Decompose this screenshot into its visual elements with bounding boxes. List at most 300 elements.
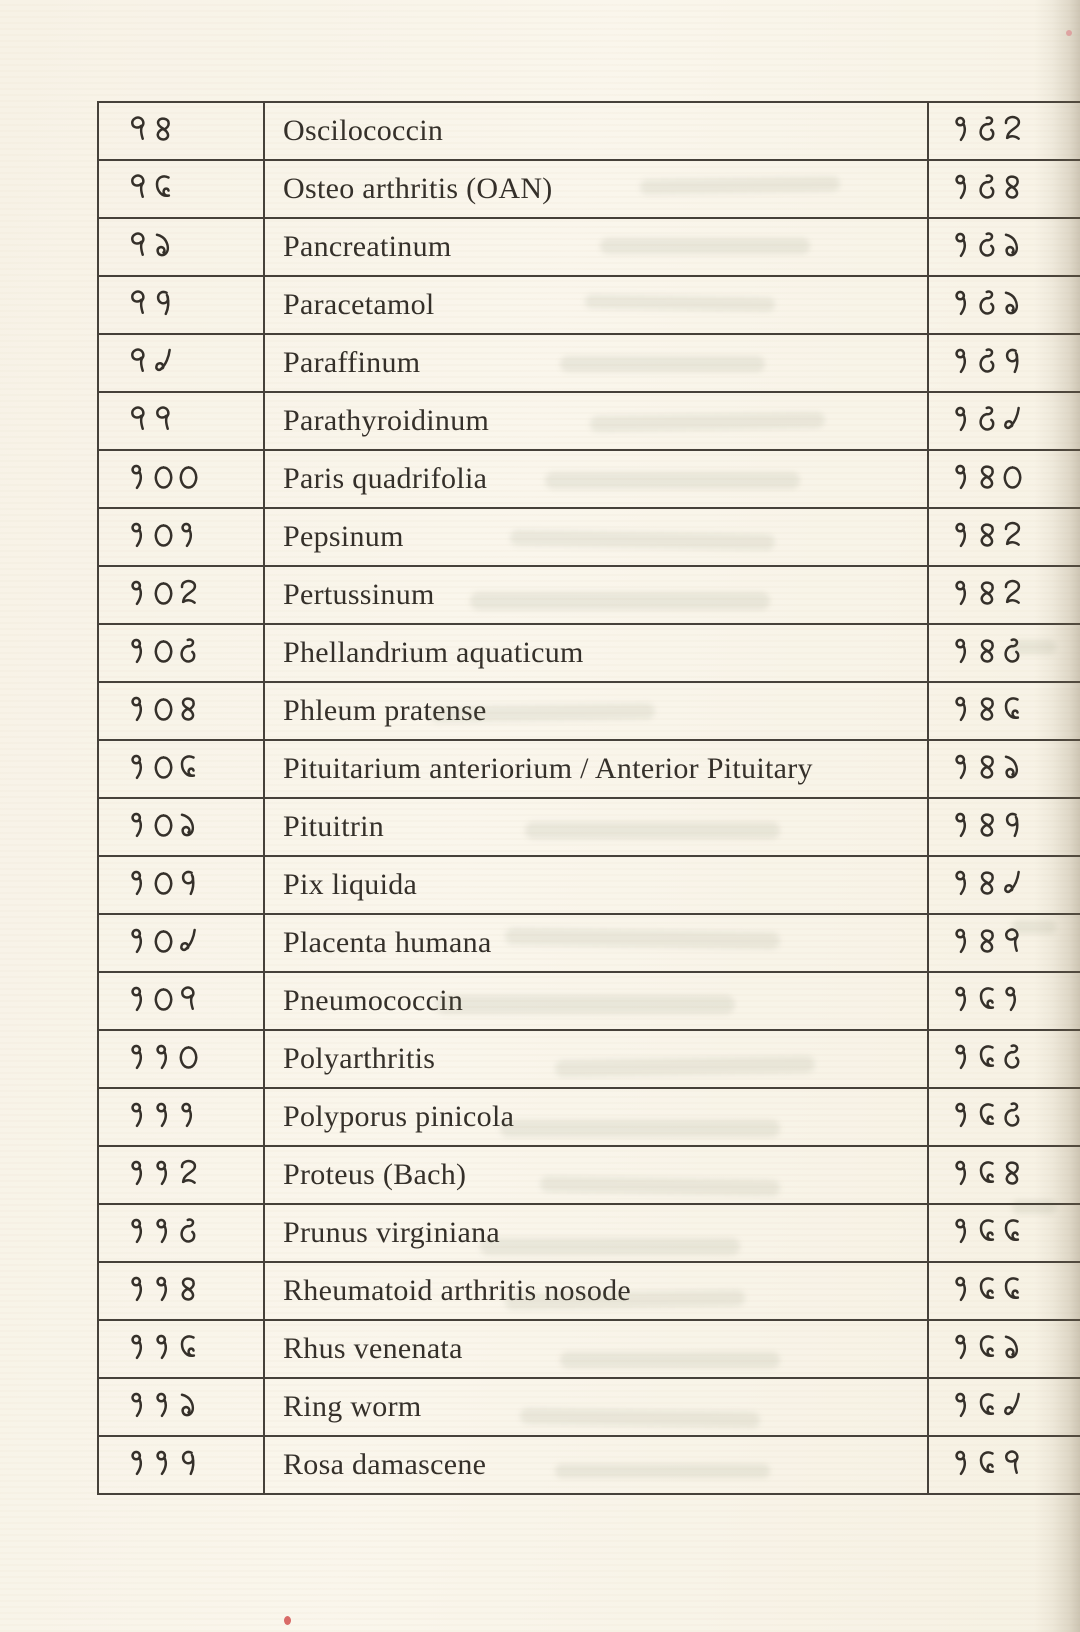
table-row [98,740,1080,798]
bengali-digit [1001,172,1024,203]
page-number-cell [928,566,1080,624]
serial-cell [98,450,264,508]
bengali-digit [976,172,999,203]
bengali-digit [152,1274,175,1305]
bengali-digit [976,694,999,725]
remedy-name: Pneumococcin [283,984,464,1017]
remedy-name: Pituitarium anteriorium / Anterior Pituitary [283,752,813,785]
remedy-name: Ring worm [283,1390,422,1423]
page-number-bn [951,857,1026,913]
bengali-digit [976,752,999,783]
remedy-name: Phellandrium aquaticum [283,636,584,669]
bengali-digit [177,694,200,725]
page-number-cell [928,218,1080,276]
serial-cell [98,1088,264,1146]
remedy-name: Pepsinum [283,520,404,553]
serial-number-bn [127,915,202,971]
bengali-digit [1001,1332,1024,1363]
ink-speck [284,1616,291,1625]
page-number-cell [928,798,1080,856]
serial-cell [98,276,264,334]
bengali-digit [951,1100,974,1131]
table-row [98,624,1080,682]
serial-cell [98,1378,264,1436]
page-number-bn [951,683,1026,739]
bengali-digit [1001,230,1024,261]
serial-cell [98,856,264,914]
bengali-digit [976,1216,999,1247]
serial-cell [98,334,264,392]
bengali-digit [951,926,974,957]
remedy-name: Polyporus pinicola [283,1100,515,1133]
table-row [98,682,1080,740]
page-number-cell [928,1320,1080,1378]
bengali-digit [976,230,999,261]
bengali-digit [1001,114,1024,145]
serial-number-bn [127,1263,202,1319]
serial-number-bn [127,219,177,275]
page-number-bn [951,1147,1026,1203]
remedy-name: Paris quadrifolia [283,462,488,495]
page-number-bn [951,567,1026,623]
bengali-digit [152,1390,175,1421]
page-number-bn [951,161,1026,217]
page-number-cell [928,160,1080,218]
remedy-name: Oscilococcin [283,114,444,147]
table-row [98,508,1080,566]
bengali-digit [1001,694,1024,725]
remedy-name-cell [264,972,928,1030]
page-number-cell [928,682,1080,740]
bengali-digit [951,172,974,203]
remedy-name: Pertussinum [283,578,435,611]
bengali-digit [127,462,150,493]
bengali-digit [177,1332,200,1363]
bengali-digit [177,578,200,609]
bengali-digit [976,288,999,319]
bengali-digit [127,172,150,203]
bengali-digit [177,984,200,1015]
bengali-digit [1001,1100,1024,1131]
page-number-bn [951,335,1026,391]
bengali-digit [152,172,175,203]
bengali-digit [152,1158,175,1189]
table-row [98,1088,1080,1146]
bengali-digit [127,926,150,957]
page-number-bn [951,219,1026,275]
bengali-digit [127,404,150,435]
bengali-digit [976,520,999,551]
remedy-name-cell [264,1146,928,1204]
remedy-name-cell [264,1030,928,1088]
remedy-name-cell [264,1262,928,1320]
index-table [97,101,1080,1495]
remedy-name: Rhus venenata [283,1332,463,1365]
page-number-cell [928,972,1080,1030]
remedy-name: Rosa damascene [283,1448,487,1481]
serial-number-bn [127,1437,202,1493]
bengali-digit [127,1042,150,1073]
page-number-cell [928,1030,1080,1088]
serial-cell [98,1262,264,1320]
bengali-digit [976,636,999,667]
serial-number-bn [127,1089,202,1145]
bengali-digit [152,926,175,957]
bengali-digit [127,1100,150,1131]
remedy-name-cell [264,624,928,682]
bengali-digit [127,114,150,145]
table-row [98,160,1080,218]
remedy-name-cell [264,798,928,856]
table-row [98,276,1080,334]
bengali-digit [177,462,200,493]
page-number-cell [928,914,1080,972]
bengali-digit [177,1158,200,1189]
remedy-name-cell [264,276,928,334]
page-number-cell [928,508,1080,566]
bengali-digit [127,1448,150,1479]
remedy-name-cell [264,450,928,508]
bengali-digit [1001,346,1024,377]
bengali-digit [951,1158,974,1189]
remedy-name: Paraffinum [283,346,421,379]
bengali-digit [951,694,974,725]
serial-cell [98,218,264,276]
bengali-digit [152,1448,175,1479]
bengali-digit [177,1042,200,1073]
bengali-digit [1001,1216,1024,1247]
serial-cell [98,1436,264,1494]
page-number-bn [951,277,1026,333]
bengali-digit [951,578,974,609]
remedy-name-cell [264,1320,928,1378]
bengali-digit [976,462,999,493]
bengali-digit [976,926,999,957]
page-number-bn [951,1031,1026,1087]
bengali-digit [152,462,175,493]
remedy-name: Pituitrin [283,810,385,843]
bengali-digit [152,1332,175,1363]
bengali-digit [152,1042,175,1073]
bengali-digit [152,1100,175,1131]
bengali-digit [152,230,175,261]
serial-number-bn [127,103,177,159]
bengali-digit [127,1158,150,1189]
bengali-digit [127,752,150,783]
page-number-bn [951,1437,1026,1493]
bengali-digit [976,1332,999,1363]
bengali-digit [1001,1448,1024,1479]
table-row [98,334,1080,392]
bengali-digit [976,114,999,145]
bengali-digit [976,810,999,841]
bengali-digit [951,346,974,377]
bengali-digit [127,1274,150,1305]
bengali-digit [152,520,175,551]
remedy-name: Polyarthritis [283,1042,436,1075]
serial-cell [98,740,264,798]
bengali-digit [951,1216,974,1247]
bengali-digit [152,288,175,319]
remedy-name: Parathyroidinum [283,404,490,437]
remedy-name: Rheumatoid arthritis nosode [283,1274,632,1307]
serial-number-bn [127,973,202,1029]
bengali-digit [152,752,175,783]
bengali-digit [976,1100,999,1131]
page-number-cell [928,450,1080,508]
page-number-cell [928,856,1080,914]
table-row [98,218,1080,276]
page-number-bn [951,1205,1026,1261]
table-row [98,914,1080,972]
serial-cell [98,508,264,566]
bengali-digit [951,752,974,783]
bengali-digit [1001,578,1024,609]
table-row [98,102,1080,160]
bengali-digit [1001,636,1024,667]
page-number-bn [951,915,1026,971]
serial-cell [98,566,264,624]
remedy-name: Placenta humana [283,926,492,959]
bengali-digit [127,636,150,667]
bengali-digit [177,1448,200,1479]
serial-number-bn [127,335,177,391]
page-number-bn [951,103,1026,159]
bengali-digit [127,810,150,841]
bengali-digit [152,404,175,435]
bengali-digit [127,1390,150,1421]
bengali-digit [177,1100,200,1131]
remedy-name-cell [264,682,928,740]
bengali-digit [951,1390,974,1421]
bengali-digit [127,1216,150,1247]
page-number-cell [928,276,1080,334]
remedy-name-cell [264,740,928,798]
page-number-bn [951,1379,1026,1435]
serial-number-bn [127,741,202,797]
serial-number-bn [127,799,202,855]
bengali-digit [152,694,175,725]
bengali-digit [127,694,150,725]
bengali-digit [177,636,200,667]
serial-number-bn [127,625,202,681]
serial-cell [98,1320,264,1378]
bengali-digit [152,868,175,899]
bengali-digit [1001,926,1024,957]
bengali-digit [127,868,150,899]
bengali-digit [976,404,999,435]
bengali-digit [1001,1390,1024,1421]
table-row [98,798,1080,856]
bengali-digit [127,1332,150,1363]
bengali-digit [951,636,974,667]
bengali-digit [177,810,200,841]
bengali-digit [951,868,974,899]
page-number-cell [928,1146,1080,1204]
remedy-name-cell [264,218,928,276]
bengali-digit [127,230,150,261]
bengali-digit [127,288,150,319]
serial-number-bn [127,277,177,333]
page-number-cell [928,392,1080,450]
serial-number-bn [127,451,202,507]
remedy-name-cell [264,1204,928,1262]
page-number-bn [951,625,1026,681]
serial-cell [98,914,264,972]
bengali-digit [951,404,974,435]
table-row [98,1262,1080,1320]
serial-number-bn [127,161,177,217]
serial-number-bn [127,509,202,565]
serial-number-bn [127,1147,202,1203]
bengali-digit [976,1390,999,1421]
page-number-bn [951,1089,1026,1145]
bengali-digit [976,868,999,899]
table-row [98,1030,1080,1088]
serial-number-bn [127,567,202,623]
remedy-name: Paracetamol [283,288,435,321]
table-row [98,1436,1080,1494]
bengali-digit [152,810,175,841]
bengali-digit [976,1158,999,1189]
page-number-bn [951,1321,1026,1377]
table-row [98,1378,1080,1436]
bengali-digit [1001,868,1024,899]
bengali-digit [1001,462,1024,493]
bengali-digit [1001,288,1024,319]
serial-cell [98,624,264,682]
bengali-digit [1001,810,1024,841]
remedy-name: Phleum pratense [283,694,487,727]
page-number-bn [951,393,1026,449]
bengali-digit [1001,1042,1024,1073]
remedy-name-cell [264,102,928,160]
bengali-digit [951,288,974,319]
bengali-digit [1001,1158,1024,1189]
page-number-cell [928,624,1080,682]
index-table-body [98,102,1080,1494]
bengali-digit [127,520,150,551]
bengali-digit [976,1448,999,1479]
bengali-digit [177,1274,200,1305]
serial-cell [98,1146,264,1204]
page-number-bn [951,973,1026,1029]
remedy-name: Pix liquida [283,868,418,901]
serial-number-bn [127,683,202,739]
table-row [98,1146,1080,1204]
serial-cell [98,972,264,1030]
page-number-cell [928,1378,1080,1436]
bengali-digit [152,1216,175,1247]
bengali-digit [951,984,974,1015]
bengali-digit [152,114,175,145]
page-number-cell [928,102,1080,160]
remedy-name: Prunus virginiana [283,1216,501,1249]
page-number-cell [928,1204,1080,1262]
bengali-digit [152,984,175,1015]
serial-cell [98,392,264,450]
table-row [98,1204,1080,1262]
remedy-name-cell [264,1436,928,1494]
page-number-cell [928,334,1080,392]
serial-cell [98,682,264,740]
bengali-digit [152,346,175,377]
serial-cell [98,160,264,218]
bengali-digit [951,114,974,145]
serial-cell [98,102,264,160]
bengali-digit [951,1332,974,1363]
remedy-name: Pancreatinum [283,230,452,263]
bengali-digit [177,868,200,899]
bengali-digit [177,752,200,783]
bengali-digit [976,578,999,609]
bengali-digit [1001,520,1024,551]
remedy-name: Osteo arthritis (OAN) [283,172,553,205]
table-row [98,566,1080,624]
bengali-digit [976,984,999,1015]
bengali-digit [1001,984,1024,1015]
ink-speck [1066,30,1072,36]
table-row [98,856,1080,914]
bengali-digit [976,1274,999,1305]
remedy-name-cell [264,1378,928,1436]
bengali-digit [127,346,150,377]
serial-cell [98,1204,264,1262]
bengali-digit [951,1042,974,1073]
remedy-name: Proteus (Bach) [283,1158,467,1191]
page-number-bn [951,799,1026,855]
table-row [98,972,1080,1030]
bengali-digit [951,520,974,551]
bengali-digit [976,346,999,377]
remedy-name-cell [264,1088,928,1146]
remedy-name-cell [264,914,928,972]
remedy-name-cell [264,508,928,566]
serial-cell [98,1030,264,1088]
page-number-cell [928,1436,1080,1494]
bengali-digit [127,984,150,1015]
table-row [98,1320,1080,1378]
serial-number-bn [127,1379,202,1435]
serial-cell [98,798,264,856]
table-row [98,392,1080,450]
page-number-cell [928,740,1080,798]
bengali-digit [951,1448,974,1479]
bengali-digit [951,462,974,493]
bengali-digit [177,520,200,551]
serial-number-bn [127,1321,202,1377]
table-row [98,450,1080,508]
serial-number-bn [127,857,202,913]
page-number-bn [951,509,1026,565]
bengali-digit [951,230,974,261]
bengali-digit [951,810,974,841]
bengali-digit [1001,404,1024,435]
page-number-cell [928,1088,1080,1146]
remedy-name-cell [264,334,928,392]
remedy-name-cell [264,856,928,914]
bengali-digit [152,578,175,609]
page-number-bn [951,1263,1026,1319]
bengali-digit [152,636,175,667]
bengali-digit [177,926,200,957]
bengali-digit [127,578,150,609]
serial-number-bn [127,1205,202,1261]
page-number-cell [928,1262,1080,1320]
bengali-digit [1001,1274,1024,1305]
serial-number-bn [127,1031,202,1087]
remedy-name-cell [264,566,928,624]
